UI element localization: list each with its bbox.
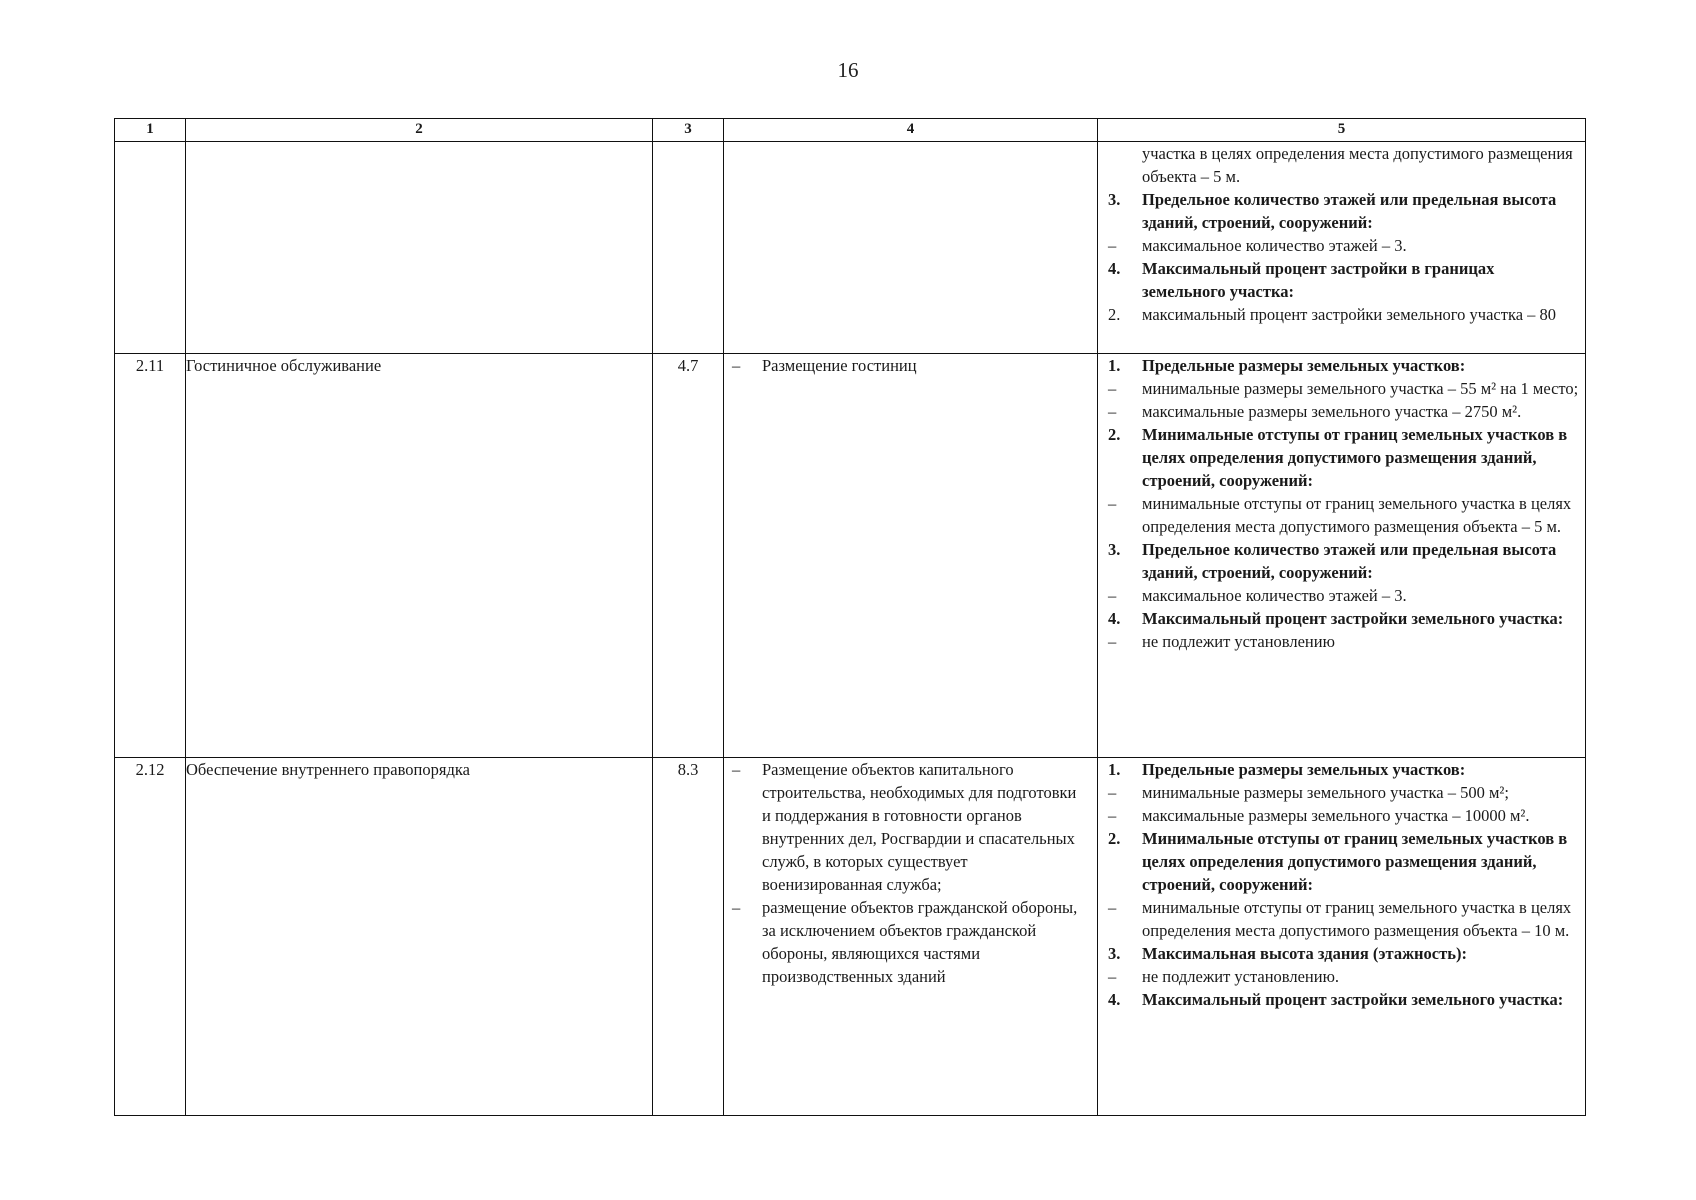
param-line: 3. Предельное количество этажей или предельная высота зданий, строений, сооружений: bbox=[1108, 540, 1557, 582]
description-cell bbox=[724, 354, 1098, 758]
description-line: – Размещение объектов капитального строительства, необходимых для подготовки и поддержания в готовности органов внутренних дел, Росгвардии и спасательных служб, в которых существует военизированная служба; bbox=[732, 760, 1077, 894]
table-header-row bbox=[115, 119, 1586, 142]
param-line: 4. Максимальный процент застройки земельного участка: bbox=[1108, 609, 1564, 628]
param-line: – максимальные размеры земельного участка – 2750 м². bbox=[1108, 402, 1522, 421]
description-line: – размещение объектов гражданской обороны, за исключением объектов гражданской обороны, являющихся частями производственных зданий bbox=[732, 898, 1078, 986]
params-cell bbox=[1098, 758, 1586, 1116]
column-header-3: 3 bbox=[653, 119, 724, 142]
param-line: – минимальные отступы от границ земельного участка в целях определения места допустимого размещения объекта – 5 м. bbox=[1108, 494, 1572, 536]
param-line: – не подлежит установлению. bbox=[1108, 967, 1340, 986]
code-cell: 4.7 bbox=[653, 354, 724, 758]
param-line: – максимальное количество этажей – 3. bbox=[1108, 236, 1407, 255]
regulations-table bbox=[114, 118, 1586, 1116]
page-number: 16 bbox=[837, 58, 859, 82]
param-line: 4. Максимальный процент застройки в границах земельного участка: bbox=[1108, 259, 1495, 301]
description-cell bbox=[724, 758, 1098, 1116]
table-row-continuation bbox=[115, 142, 1586, 354]
column-header-5: 5 bbox=[1098, 119, 1586, 142]
num-cell: 2.11 bbox=[115, 354, 186, 758]
param-line: 3. Максимальная высота здания (этажность): bbox=[1108, 944, 1467, 963]
param-line: 1. Предельные размеры земельных участков: bbox=[1108, 760, 1466, 779]
code-cell bbox=[653, 142, 724, 354]
param-line: – минимальные отступы от границ земельного участка в целях определения места допустимого размещения объекта – 10 м. bbox=[1108, 898, 1572, 940]
param-line: – минимальные размеры земельного участка – 55 м² на 1 место; bbox=[1108, 379, 1579, 398]
param-line: 2. Минимальные отступы от границ земельных участков в целях определения допустимого размещения зданий, строений, сооружений: bbox=[1108, 425, 1568, 490]
param-line: 2. максимальный процент застройки земельного участка – 80 bbox=[1108, 305, 1557, 324]
param-line: 1. Предельные размеры земельных участков: bbox=[1108, 356, 1466, 375]
param-line: 2. Минимальные отступы от границ земельных участков в целях определения допустимого размещения зданий, строений, сооружений: bbox=[1108, 829, 1568, 894]
param-line: 4. Максимальный процент застройки земельного участка: bbox=[1108, 990, 1564, 1009]
param-line: участка в целях определения места допустимого размещения объекта – 5 м. bbox=[1142, 144, 1573, 186]
description-line: – Размещение гостиниц bbox=[732, 356, 917, 375]
param-line: 3. Предельное количество этажей или предельная высота зданий, строений, сооружений: bbox=[1108, 190, 1557, 232]
column-header-4: 4 bbox=[724, 119, 1098, 142]
param-line: – максимальные размеры земельного участка – 10000 м². bbox=[1108, 806, 1530, 825]
params-cell bbox=[1098, 354, 1586, 758]
params-cell bbox=[1098, 142, 1586, 354]
name-cell bbox=[186, 142, 653, 354]
code-cell: 8.3 bbox=[653, 758, 724, 1116]
table-row bbox=[115, 758, 1586, 1116]
num-cell bbox=[115, 142, 186, 354]
param-line: – максимальное количество этажей – 3. bbox=[1108, 586, 1407, 605]
param-line: – не подлежит установлению bbox=[1108, 632, 1335, 651]
name-cell: Обеспечение внутреннего правопорядка bbox=[186, 758, 653, 1116]
description-cell bbox=[724, 142, 1098, 354]
column-header-1: 1 bbox=[115, 119, 186, 142]
column-header-2: 2 bbox=[186, 119, 653, 142]
num-cell: 2.12 bbox=[115, 758, 186, 1116]
param-line: – минимальные размеры земельного участка – 500 м²; bbox=[1108, 783, 1509, 802]
name-cell: Гостиничное обслуживание bbox=[186, 354, 653, 758]
table-row bbox=[115, 354, 1586, 758]
